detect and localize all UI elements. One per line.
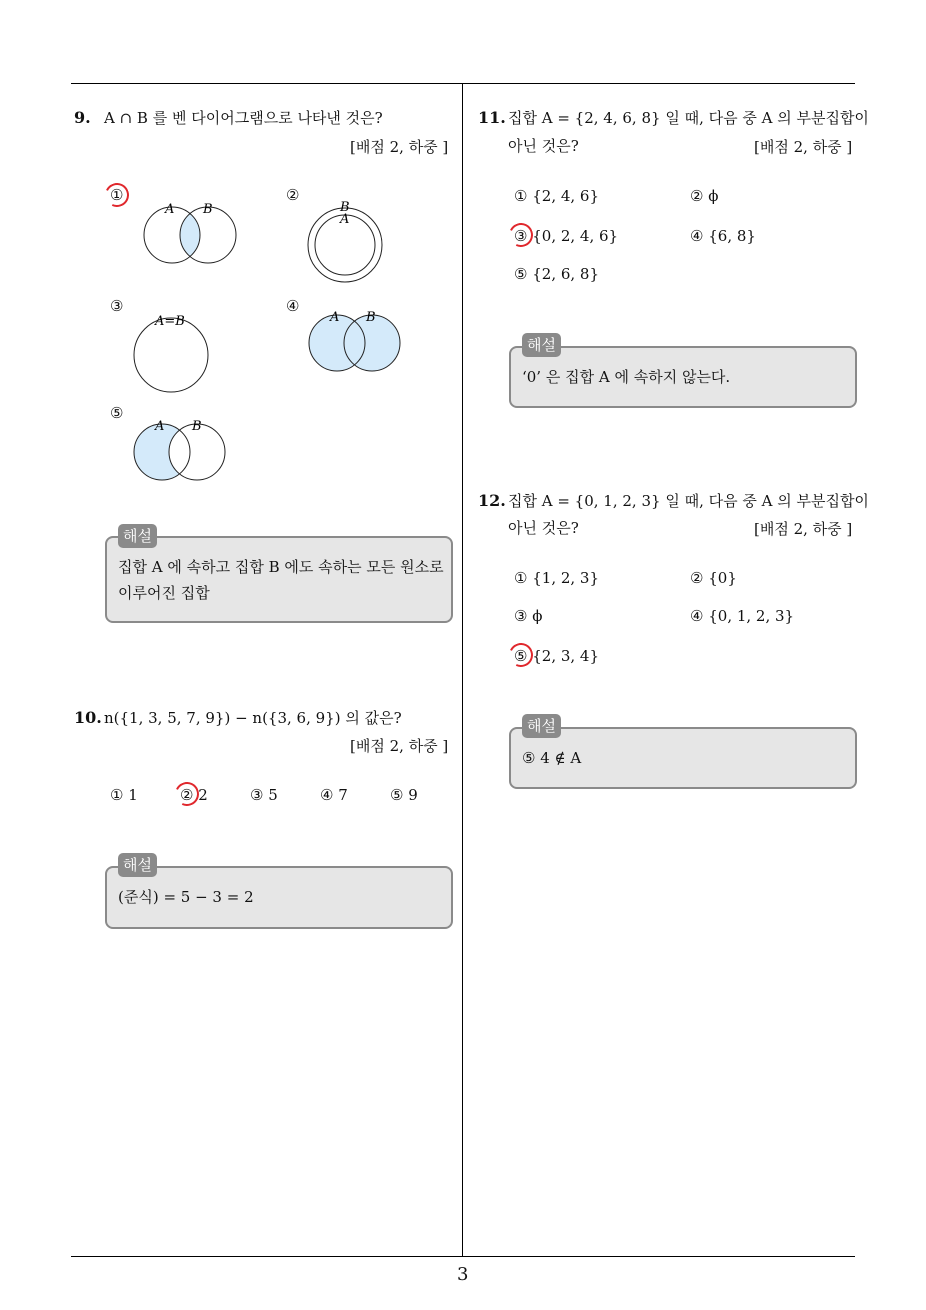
page-number: 3	[457, 1264, 469, 1285]
top-rule	[71, 83, 855, 84]
score-meta: [배점 2, 하중 ]	[350, 138, 449, 156]
option-label: ③	[514, 607, 528, 625]
score-meta: [배점 2, 하중 ]	[754, 520, 853, 538]
answer-mark	[172, 779, 203, 810]
option-value: {2, 6, 8}	[532, 265, 600, 283]
set-a-label: A	[165, 202, 175, 217]
option-value: 1	[128, 786, 138, 804]
venn-diagram-1[interactable]	[135, 195, 245, 275]
option-5-label[interactable]: ⑤	[110, 404, 124, 422]
option-2-label[interactable]: ②	[286, 186, 300, 204]
set-ab-circle	[134, 318, 208, 392]
solution-tag: 해설	[118, 524, 157, 548]
option-3[interactable]	[514, 607, 542, 625]
option-value: {0}	[708, 569, 737, 587]
option-1[interactable]	[514, 187, 599, 205]
option-value: {0, 2, 4, 6}	[532, 227, 619, 245]
option-label: ③	[250, 786, 264, 804]
option-3[interactable]	[250, 786, 278, 804]
option-value: {6, 8}	[708, 227, 756, 245]
option-label: ④	[690, 607, 704, 625]
option-label: ⑤	[514, 647, 528, 665]
option-1[interactable]	[110, 786, 138, 804]
solution-tag: 해설	[118, 853, 157, 877]
venn-diagram-3[interactable]	[127, 310, 217, 395]
option-value: 9	[408, 786, 418, 804]
set-b-label: B	[366, 310, 376, 325]
option-5[interactable]	[514, 265, 599, 283]
score-meta: [배점 2, 하중 ]	[350, 737, 449, 755]
question-text: A ∩ B 를 벤 다이어그램으로 나타낸 것은?	[104, 109, 383, 127]
question-text-line-1: 집합 A = {0, 1, 2, 3} 일 때, 다음 중 A 의 부분집합이	[508, 492, 869, 510]
set-a-label: A	[155, 419, 165, 434]
option-2[interactable]	[690, 569, 737, 587]
option-label: ④	[690, 227, 704, 245]
solution-line-1: ⑤ 4 ∉ A	[522, 749, 582, 767]
option-value: ϕ	[708, 187, 719, 205]
set-b-label: B	[192, 419, 202, 434]
bottom-rule	[71, 1256, 855, 1257]
set-a-label: A	[330, 310, 340, 325]
set-b-label: B	[203, 202, 213, 217]
venn-diagram-5[interactable]	[125, 412, 235, 492]
option-label: ②	[690, 187, 704, 205]
option-1-label[interactable]: ①	[110, 186, 124, 204]
question-number: 9.	[74, 108, 91, 127]
option-label: ①	[514, 187, 528, 205]
solution-tag: 해설	[522, 714, 561, 738]
question-text-line-1: 집합 A = {2, 4, 6, 8} 일 때, 다음 중 A 의 부분집합이	[508, 109, 869, 127]
venn-diagram-4[interactable]	[300, 305, 410, 385]
question-number: 10.	[74, 708, 102, 727]
option-label: ④	[320, 786, 334, 804]
option-1[interactable]	[514, 569, 599, 587]
solution-line-1: (준식) = 5 − 3 = 2	[118, 888, 254, 906]
question-number: 11.	[478, 108, 506, 127]
set-b-label: B	[340, 200, 350, 215]
option-4[interactable]	[320, 786, 348, 804]
question-text-line-2: 아닌 것은?	[508, 519, 579, 537]
option-4[interactable]	[690, 227, 756, 245]
option-5[interactable]	[390, 786, 418, 804]
option-label: ⑤	[390, 786, 404, 804]
option-value: {0, 1, 2, 3}	[708, 607, 795, 625]
answer-mark	[102, 180, 133, 211]
option-label: ③	[514, 227, 528, 245]
answer-mark	[506, 220, 537, 251]
option-4-label[interactable]: ④	[286, 297, 300, 315]
option-value: 7	[338, 786, 348, 804]
question-text: n({1, 3, 5, 7, 9}) − n({3, 6, 9}) 의 값은?	[104, 709, 402, 727]
option-label: ②	[180, 786, 194, 804]
solution-line-1: ‘0’ 은 집합 A 에 속하지 않는다.	[522, 368, 731, 386]
set-ab-label: A=B	[155, 314, 185, 329]
option-value: {1, 2, 3}	[532, 569, 600, 587]
option-label: ①	[110, 786, 124, 804]
option-label: ②	[690, 569, 704, 587]
solution-line-2: 이루어진 집합	[118, 584, 210, 602]
column-divider	[462, 83, 463, 1257]
option-4[interactable]	[690, 607, 794, 625]
venn-diagram-2[interactable]	[295, 195, 395, 290]
option-value: 5	[268, 786, 278, 804]
option-2[interactable]	[690, 187, 718, 205]
option-value: {2, 4, 6}	[532, 187, 600, 205]
answer-mark	[506, 640, 537, 671]
option-value: {2, 3, 4}	[532, 647, 600, 665]
solution-line-1: 집합 A 에 속하고 집합 B 에도 속하는 모든 원소로	[118, 558, 444, 576]
set-a-label: A	[340, 212, 350, 227]
question-text-line-2: 아닌 것은?	[508, 137, 579, 155]
option-3-label[interactable]: ③	[110, 297, 124, 315]
solution-tag: 해설	[522, 333, 561, 357]
option-value: 2	[198, 786, 208, 804]
option-label: ⑤	[514, 265, 528, 283]
option-value: ϕ	[532, 607, 543, 625]
question-number: 12.	[478, 491, 506, 510]
option-label: ①	[514, 569, 528, 587]
score-meta: [배점 2, 하중 ]	[754, 138, 853, 156]
